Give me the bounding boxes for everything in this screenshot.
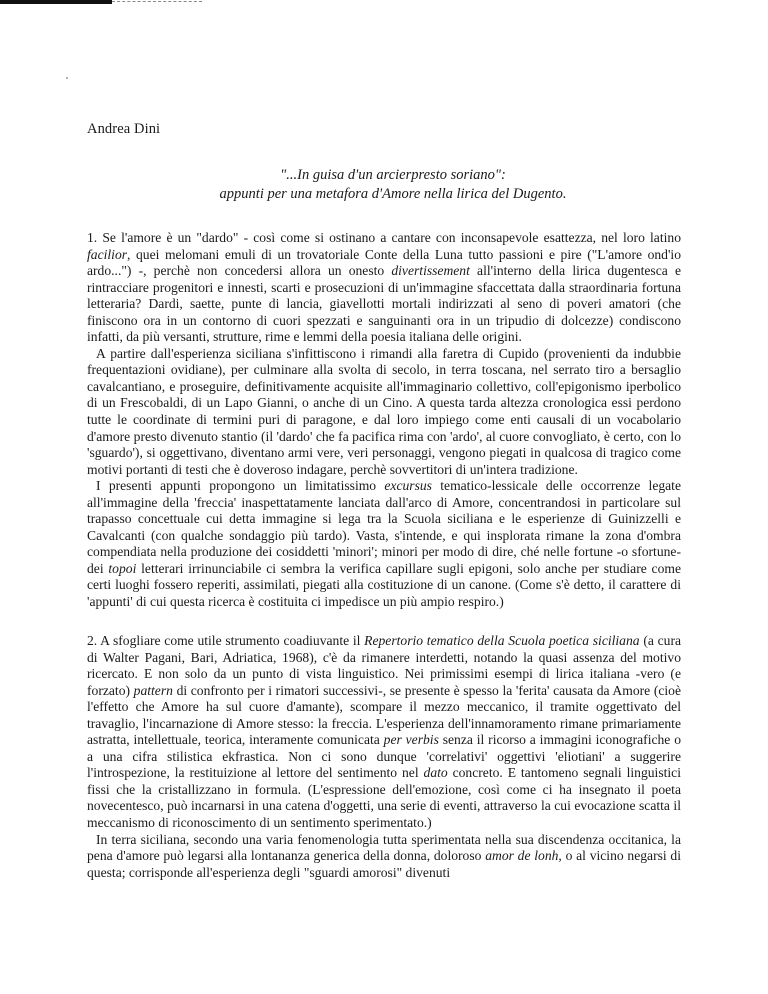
section-1 <box>87 230 681 611</box>
section-2 <box>87 633 681 881</box>
italic-term: divertissement <box>391 263 470 279</box>
scan-speck <box>66 77 68 79</box>
title-line-1: "...In guisa d'un arcierpresto soriano": <box>280 167 506 183</box>
author-name: Andrea Dini <box>87 121 161 137</box>
paragraph: In terra siciliana, secondo una varia fenomenologia tutta sperimentata nella sua discendenza occitanica, la pena d'amore può legarsi alla lontananza generica della donna, doloroso amor de lonh, o al vicino negarsi di questa; corrisponde all'esperienza degli "sguardi amorosi" divenuti <box>87 831 682 880</box>
italic-term: excursus <box>384 478 432 494</box>
italic-term: pattern <box>133 682 173 698</box>
italic-term: Repertorio tematico della Scuola poetica siciliana <box>364 633 640 648</box>
scan-edge-mark <box>0 0 112 4</box>
italic-term: per verbis <box>383 732 439 748</box>
italic-term: dato <box>423 765 448 781</box>
title-line-2: appunti per una metafora d'Amore nella lirica del Dugento. <box>219 186 567 202</box>
italic-term: topoi <box>108 560 137 576</box>
paragraph: I presenti appunti propongono un limitatissimo excursus tematico-lessicale delle occorrenze legate all'immagine della 'freccia' inaspettatamente lanciata dall'arco di Amore, concentrandosi in particolare sul trapasso concettuale cui detta immagine si lega tra la Scuola siciliana e le esperienze di Guinizzelli e Cavalcanti (con qualche sondaggio più tardo). Vasta, s'intende, e qui insplorata rimane la zona d'ombra compendiata nella produzione dei cosiddetti 'minori'; minori per modo di dire, ché nelle fortune -o sfortune- dei topoi letterari irrinunciabile ci sembra la verifica capillare sugli epigoni, solo anche per studiare come certi luoghi fossero reperiti, assimilati, piegati alla costituzione di un canone. (Come s'è detto, il carattere di 'appunti' di cui questa ricerca è costituita ci impedisce un più ampio respiro.) <box>87 478 681 610</box>
paragraph: A partire dall'esperienza siciliana s'infittiscono i rimandi alla faretra di Cupido (provenienti da indubbie frequentazioni ovidiane), per culminare alla svolta di secolo, in terra toscana, nel serrato tiro a bersaglio cavalcantiano, e proseguire, definitivamente acquisite all'immaginario collettivo, coll'epigonismo iperbolico di un Frescobaldi, di un Lapo Gianni, o anche di un Cino. A questa tarda altezza cronologica essi perdono tutte le coordinate di termini puri di paragone, e dal loro impiego come enti causali di un vocabolario d'amore presto divenuto stantio (il 'dardo' che fa pacifica rima con 'ardo', al cuore convogliato, è certo, con lo 'sguardo'), si oggettivano, diventano armi vere, veri personaggi, vengono piegati in qualcosa di tragico come motivi portanti di testi che è doveroso indagare, perchè sovvertitori di un'intera tradizione. <box>87 345 681 477</box>
paragraph: 1. Se l'amore è un "dardo" - così come si ostinano a cantare con inconsapevole esattezza, nel loro latino facilior, quei melomani emuli di un trovatoriale Conte della Luna tutto passioni e pire ("L'amore ond'io ardo...") -, perchè non concedersi allora un onesto divertissement all'interno della lirica dugentesca e rintracciare progenitori e innesti, scarti e prosecuzioni di un'immagine sfaccettata dalla straordinaria fortuna letteraria? Dardi, saette, punte di lancia, giavellotti mortali indirizzati al seno di poveri amatori (che finiscono ora in un contorno di cuori spezzati e sanguinanti ora in un tripudio di dolcezze) condiscono infatti, da più versanti, strutture, rime e lemmi della poesia italiana delle origini. <box>87 230 681 345</box>
italic-term: amor de lonh <box>485 848 559 864</box>
paragraph: 2. A sfogliare come utile strumento coadiuvante il Repertorio tematico della Scuola poetica siciliana (a cura di Walter Pagani, Bari, Adriatica, 1968), c'è da rimanere interdetti, notando la quasi assenza del motivo ricercato. E non solo da un punto di vista linguistico. Nei primissimi esempi di lirica italiana -vero (e forzato) pattern di confronto per i rimatori successivi-, se presente è spesso la 'ferita' causata da Amore (cioè l'effetto che Amore ha sul cuore d'amante), scompare il mezzo meccanico, il tramite oggettivato del travaglio, l'incarnazione di Amore stesso: la freccia. L'esperienza dell'innamoramento rimane primariamente astratta, intellettuale, teorica, interamente comunicata per verbis senza il ricorso a immagini iconografiche o a una cifra stilistica ekfrastica. Non ci sono dunque 'correlativi' oggettivi 'eliotiani' a suggerire l'introspezione, la restituizione al lettore del sentimento nel dato concreto. E tantomeno segnali linguistici fissi che la cristallizzano in formula. (L'espressione dell'emozione, così come ci ha insegnato il poeta novecentesco, può incarnarsi in una catena d'oggetti, una serie di eventi, attraverso la cui evocazione scatta il meccanismo di riconoscimento di un sentimento sperimentato.) <box>87 633 682 831</box>
italic-term: facilior <box>87 246 128 262</box>
scan-edge-tail <box>112 1 202 3</box>
article-title <box>87 166 699 204</box>
